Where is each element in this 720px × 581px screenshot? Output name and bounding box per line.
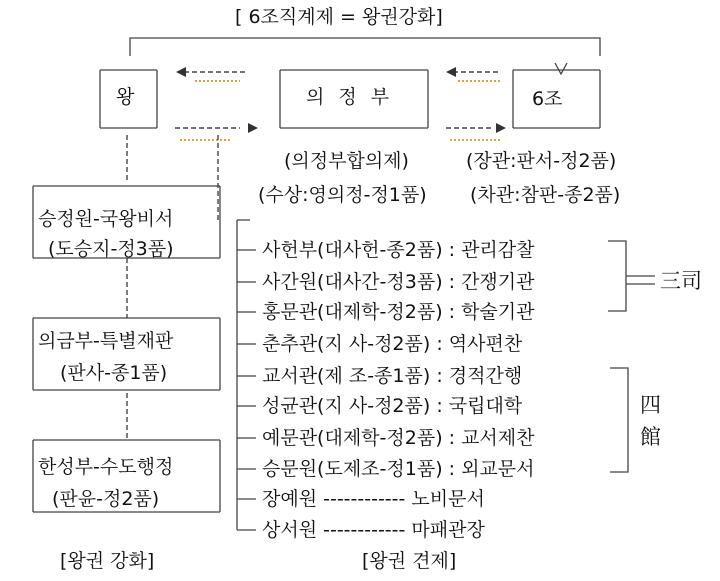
council-note-1: (의정부합의제) [284, 150, 409, 172]
right-item-2: 사간원(대사간-정3품) : 간쟁기관 [262, 271, 535, 293]
footer-left: [왕권 강화] [60, 550, 155, 572]
left-box-1-line2: (도승지-정3품) [48, 238, 174, 260]
samsa-label: 三司 [660, 269, 702, 293]
right-item-8: 승문원(도제조-정1품) : 외교문서 [262, 458, 535, 480]
footer-right: [왕권 견제] [362, 550, 457, 572]
left-box-1-line1: 승정원-국왕비서 [38, 208, 174, 230]
right-item-4: 춘추관(지 사-정2품) : 역사편찬 [262, 333, 523, 355]
right-item-10: 상서원 ------------ 마패관장 [262, 519, 485, 541]
sagwan-label-2: 館 [640, 425, 661, 449]
ministry-note-1: (장관:판서-정2품) [466, 150, 617, 172]
right-item-6: 성균관(지 사-정2품) : 국립대학 [262, 395, 523, 417]
sagwan-label-1: 四 [640, 393, 661, 417]
left-box-3-line2: (판윤-정2품) [52, 488, 160, 510]
node-king: 왕 [116, 86, 135, 108]
right-item-7: 예문관(대제학-정2품) : 교서제찬 [262, 427, 535, 449]
left-box-3-line1: 한성부-수도행정 [38, 456, 174, 478]
left-box-2-line2: (판사-종1품) [60, 362, 168, 384]
right-item-9: 장예원 ------------ 노비문서 [262, 488, 485, 510]
node-six-ministries: 6조 [532, 88, 563, 110]
ministry-note-2: (차관:참판-종2품) [470, 184, 621, 206]
node-council: 의 정 부 [306, 86, 394, 108]
right-item-1: 사헌부(대사헌-종2품) : 관리감찰 [262, 239, 535, 261]
right-item-3: 홍문관(대제학-정2품) : 학술기관 [262, 301, 535, 323]
right-item-5: 교서관(제 조-종1품) : 경적간행 [262, 365, 523, 387]
left-box-2-line1: 의금부-특별재판 [38, 330, 174, 352]
page-title: [ 6조직계제 = 왕권강화] [235, 6, 443, 28]
council-note-2: (수상:영의정-정1품) [258, 184, 427, 206]
